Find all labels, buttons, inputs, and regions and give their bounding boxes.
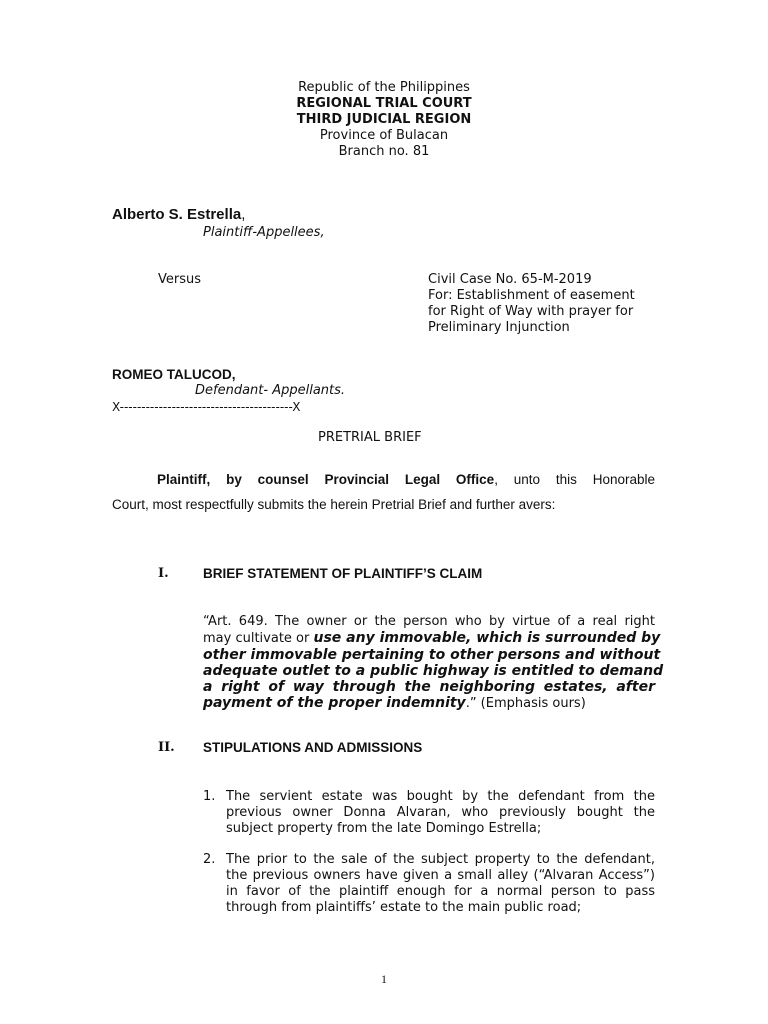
section-numeral: II. [158,740,175,755]
plaintiff-name: Alberto S. Estrella [112,206,242,223]
intro-rest: , unto this Honorable [494,472,655,487]
section-numeral: I. [158,566,169,581]
list-item-number: 1. [203,789,216,804]
quote-line [203,630,661,647]
document-title: PRETRIAL BRIEF [318,430,422,445]
case-subject-line: Preliminary Injunction [428,320,570,335]
intro-line-2: Court, most respectfully submits the herein Pretrial Brief and further avers: [112,497,556,512]
page-number: 1 [381,972,387,986]
quote-emphasis: use any immovable, which is surrounded by [313,630,661,646]
header-branch: Branch no. 81 [338,144,430,159]
section-heading: BRIEF STATEMENT OF PLAINTIFF’S CLAIM [203,566,483,581]
header-court: REGIONAL TRIAL COURT [296,96,472,111]
quote-emphasis: payment of the proper indemnity [203,695,466,711]
quote-line [203,695,655,712]
list-item-number: 2. [203,852,216,867]
header-republic: Republic of the Philippines [298,80,470,95]
plaintiff-line [112,205,245,223]
plaintiff-comma: , [241,206,246,223]
header-province: Province of Bulacan [319,128,449,143]
defendant-role: Defendant- Appellants. [195,383,346,398]
case-subject-line: For: Establishment of easement [428,288,635,303]
list-item [226,789,655,837]
quote-emphasis-line: adequate outlet to a public highway is entitled to demand [203,663,664,679]
header-region: THIRD JUDICIAL REGION [296,112,472,127]
list-item [226,852,655,916]
list-item-line: the previous owners have given a small alley (“Alvaran Access”) [226,868,655,883]
case-subject-line: for Right of Way with prayer for [428,304,634,319]
list-item-line: The servient estate was bought by the defendant from the [226,789,655,804]
article-quote [203,614,664,712]
intro-bold: Plaintiff, by counsel Provincial Legal Office [157,472,495,487]
list-item-line: The prior to the sale of the subject property to the defendant, [226,852,655,867]
list-item-line: subject property from the late Domingo Estrella; [226,821,542,836]
case-info [428,272,635,336]
list-item-line: through from plaintiffs’ estate to the main public road; [226,900,582,915]
section-heading: STIPULATIONS AND ADMISSIONS [203,740,423,755]
quote-plain: .” (Emphasis ours) [465,696,586,711]
case-number: Civil Case No. 65-M-2019 [428,272,592,287]
quote-line: “Art. 649. The owner or the person who by virtue of a real right [203,614,655,629]
caption-separator: X----------------------------------------X [112,400,301,414]
defendant-name: ROMEO TALUCOD, [112,367,236,382]
list-item-line: in favor of the plaintiff enough for a normal person to pass [226,884,655,899]
quote-emphasis-line: a right of way through the neighboring estates, after [203,679,655,695]
plaintiff-role: Plaintiff-Appellees, [203,225,325,240]
versus-label: Versus [158,272,202,287]
quote-emphasis-line: other immovable pertaining to other persons and without [203,647,661,663]
list-item-line: previous owner Donna Alvaran, who previously bought the [226,805,655,820]
intro-line-1 [112,471,655,489]
quote-plain: may cultivate or [203,631,314,646]
